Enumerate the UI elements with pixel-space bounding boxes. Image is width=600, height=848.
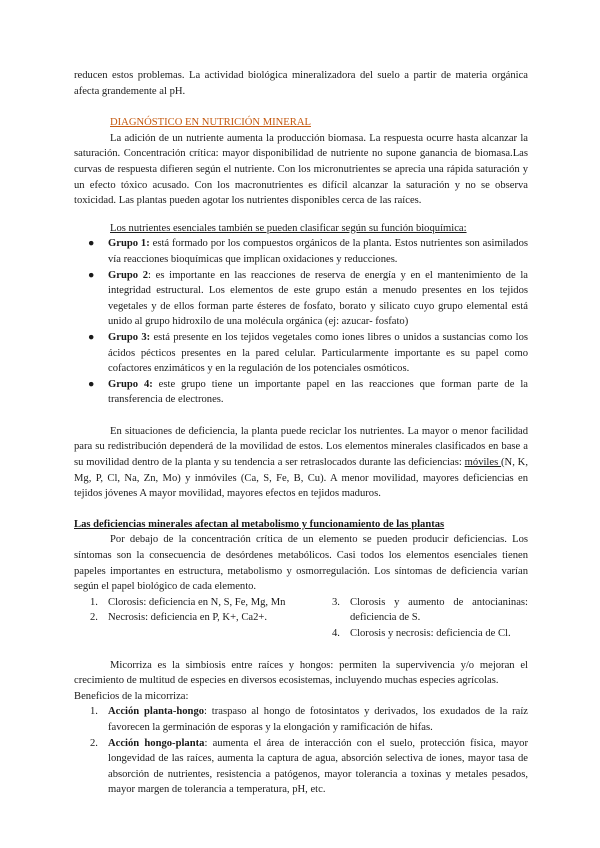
group-item [74,236,528,267]
symptom-text: Clorosis y aumento de antocianinas: deficiencia de S. [350,596,528,624]
benefit-number: 2. [90,737,98,749]
benefit-text: : traspaso al hongo de fotosintatos y derivados, los exudados de la raíz favorecen la germinación de esporas y la elongación y ramificación de hifas. [108,706,528,733]
benefit-text: : aumenta el área de interacción con el suelo, protección física, mayor longevidad de las raíces, aumenta la captura de agua, absorción selectiva de iones, mayor tasa de absorción de nutrientes, resistencia a patógenos, mayor tolerancia a toxinas y metales pesados, mayor margen de tolerancia a temperatura, pH, etc. [108,737,529,796]
group-label: Grupo 4: [108,378,153,390]
mycorrhiza-paragraph: Micorriza es la simbiosis entre raíces y hongos: permiten la supervivencia y/o mejoran el crecimiento de multitud de especies en diversos ecosistemas, incluyendo muchas especies agrícolas. [74,659,528,687]
group-item [74,268,528,330]
symptom-number: 2. [90,612,98,624]
symptom-text: Clorosis y necrosis: deficiencia de Cl. [350,628,511,639]
bullet-icon: ● [88,331,95,343]
group-text: está formado por los compuestos orgánicos de la planta. Estos nutrientes son asimilados vía reacciones bioquímicas que implican oxidaciones y reducciones. [108,238,528,265]
symptom-number: 1. [90,596,98,608]
groups-list [74,236,528,408]
symptom-text: Clorosis: deficiencia en N, S, Fe, Mg, Mn [108,596,286,608]
diagnostic-paragraph: La adición de un nutriente aumenta la producción biomasa. La respuesta ocurre hasta alcanzar la saturación. Concentración crítica: mayor disponibilidad de nutriente no supone ganancia de biomasa.Las curvas de respuesta difieren según el nutriente. Con los micronutrientes se aprecia una rápida saturación y un efecto tóxico acusado. Con los macronutrientes es difícil alcanzar la saturación y no se observa toxicidad. Las plantas pueden agotar los nutrientes disponibles cerca de las raíces. [74,132,528,207]
benefit-item [74,736,528,798]
intro-paragraph: reducen estos problemas. La actividad biológica mineralizadora del suelo a partir de materia orgánica afecta grandemente al pH. [74,70,528,97]
benefit-label: Acción planta-hongo [108,706,205,718]
classification-intro: Los nutrientes esenciales también se pueden clasificar según su función bioquímica: [110,222,467,234]
benefits-label: Beneficios de la micorriza: [74,690,189,702]
deficiency-text-after: (N, K, Mg, P, Cl, Na, Zn, Mo) y inmóviles (Ca, S, Fe, B, Cu). A menor movilidad, mayores deficiencias en tejidos jóvenes A mayor movilidad, mayores efectos en tejidos maduros. [74,457,528,500]
benefit-number: 1. [90,706,98,718]
symptom-number: 4. [332,628,340,639]
metabolism-paragraph: Por debajo de la concentración crítica de un elemento se pueden producir deficiencias. Los síntomas son la consecuencia de desórdenes metabólicos. Casi todos los elementos esenciales tienen papeles importantes en estructura, metabolismo y osmorregulación. Los síntomas de deficiencia varían según el papel biológico de cada elemento. [74,534,528,593]
group-label: Grupo 1: [108,238,150,250]
bullet-icon: ● [88,269,95,281]
symptoms-right-column [316,595,528,642]
symptom-item [74,595,286,611]
symptom-number: 3. [332,596,340,608]
symptom-item [316,595,528,626]
deficiency-paragraph [74,424,528,502]
bullet-icon: ● [88,378,95,390]
group-text: está presente en los tejidos vegetales como iones libres o unidos a sustancias como los ácidos pécticos presentes en la pared celular. Particularmente importante es su papel como cofactores enzimáticos y en la regulación de los potenciales osmóticos. [108,331,528,375]
group-label: Grupo 2 [108,269,148,281]
group-label: Grupo 3: [108,331,151,343]
bullet-icon: ● [88,238,95,250]
symptom-item [74,610,286,626]
metabolism-heading: Las deficiencias minerales afectan al metabolismo y funcionamiento de las plantas [74,518,445,530]
deficiency-text-before: En situaciones de deficiencia, la planta puede reciclar los nutrientes. La mayor o menor facilidad para su redistribución dependerá de la movilidad de estos. Los elementos minerales clasificados en base a su movilidad dentro de la planta y su tendencia a ser retraslocados durante las deficiencias: [74,425,528,469]
mobile-word: móviles [464,457,502,469]
benefits-list [74,704,528,798]
symptom-text: Necrosis: deficiencia en P, K+, Ca2+. [108,612,268,624]
symptom-item [316,626,528,642]
document-body [74,68,528,798]
benefit-label: Acción hongo-planta [108,737,205,749]
group-item [74,377,528,408]
diagnostic-heading: DIAGNÓSTICO EN NUTRICIÓN MINERAL [110,117,311,129]
symptoms-left-column [74,595,286,642]
group-text: : es importante en las reacciones de reserva de energía y en el mantenimiento de la integridad estructural. Los elementos de este grupo están a menudo presentes en los tejidos vegetales y de ellos forman parte ésteres de fosfato, borato y silicato cuyo grupo elemental está unido al grupo hidroxilo de una molécula orgánica (ej: azucar- fosfato) [108,269,528,328]
benefit-item [74,704,528,735]
group-text: este grupo tiene un importante papel en las reacciones que forman parte de la transferencia de electrones. [108,378,528,406]
group-item [74,330,528,377]
symptoms-list [74,595,528,642]
